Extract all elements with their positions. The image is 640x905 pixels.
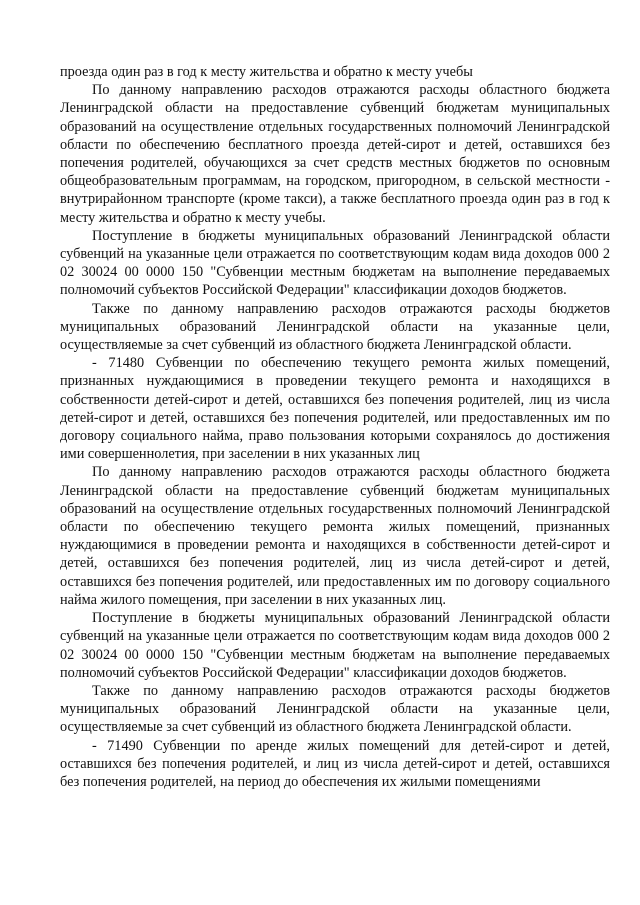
document-page: [60, 63, 610, 791]
paragraph-code-71480: - 71480 Субвенции по обеспечению текущего ремонта жилых помещений, признанных нуждающимися в проведении текущего ремонта и находящихся в собственности детей-сирот и детей, оставшихся без попечения родителей, лиц из числа детей-сирот и детей, оставшихся без попечения родителей, или предоставленных им по договору социального найма, право пользования которыми сохранялось до достижения ими совершеннолетия, при заселении в них указанных лиц: [60, 355, 610, 463]
paragraph-regional-expenses-travel: По данному направлению расходов отражаются расходы областного бюджета Ленинградской области на предоставление субвенций бюджетам муниципальных образований на осуществление отдельных государственных полномочий Ленинградской области по обеспечению бесплатного проезда детей-сирот и детей, оставшихся без попечения родителей, обучающихся за счет средств местных бюджетов по основным общеобразовательным программам, на городском, пригородном, в сельской местности - внутрирайонном транспорте (кроме такси), а также бесплатного проезда один раз в год к месту жительства и обратно к месту учебы.: [60, 82, 610, 226]
paragraph-subvention-receipt-travel: Поступление в бюджеты муниципальных образований Ленинградской области субвенций на указанные цели отражается по соответствующим кодам вида доходов 000 2 02 30024 00 0000 150 "Субвенции местным бюджетам на выполнение передаваемых полномочий субъектов Российской Федерации" классификации доходов бюджетов.: [60, 227, 610, 299]
paragraph-municipal-expenses-repair: Также по данному направлению расходов отражаются расходы бюджетов муниципальных образований Ленинградской области на указанные цели, осуществляемые за счет субвенций из областного бюджета Ленинградской области.: [60, 682, 610, 736]
paragraph-municipal-expenses-travel: Также по данному направлению расходов отражаются расходы бюджетов муниципальных образований Ленинградской области на указанные цели, осуществляемые за счет субвенций из областного бюджета Ленинградской области.: [60, 300, 610, 354]
paragraph-code-71490: - 71490 Субвенции по аренде жилых помещений для детей-сирот и детей, оставшихся без попечения родителей, и лиц из числа детей-сирот и детей, оставшихся без попечения родителей, на период до обеспечения их жилыми помещениями: [60, 737, 610, 790]
paragraph-regional-expenses-repair: По данному направлению расходов отражаются расходы областного бюджета Ленинградской области на предоставление субвенций бюджетам муниципальных образований на осуществление отдельных государственных полномочий Ленинградской области по обеспечению текущего ремонта жилых помещений, признанных нуждающимися в проведении ремонта и находящихся в собственности детей-сирот и детей, оставшихся без попечения родителей, лиц из числа детей-сирот и детей, оставшихся без попечения родителей, или предоставленных им по договору социального найма жилого помещения, при заселении в них указанных лиц.: [60, 464, 610, 608]
paragraph-subvention-receipt-repair: Поступление в бюджеты муниципальных образований Ленинградской области субвенций на указанные цели отражается по соответствующим кодам вида доходов 000 2 02 30024 00 0000 150 "Субвенции местным бюджетам на выполнение передаваемых полномочий субъектов Российской Федерации" классификации доходов бюджетов.: [60, 610, 610, 681]
paragraph-continuation: проезда один раз в год к месту жительства и обратно к месту учебы: [60, 64, 473, 80]
